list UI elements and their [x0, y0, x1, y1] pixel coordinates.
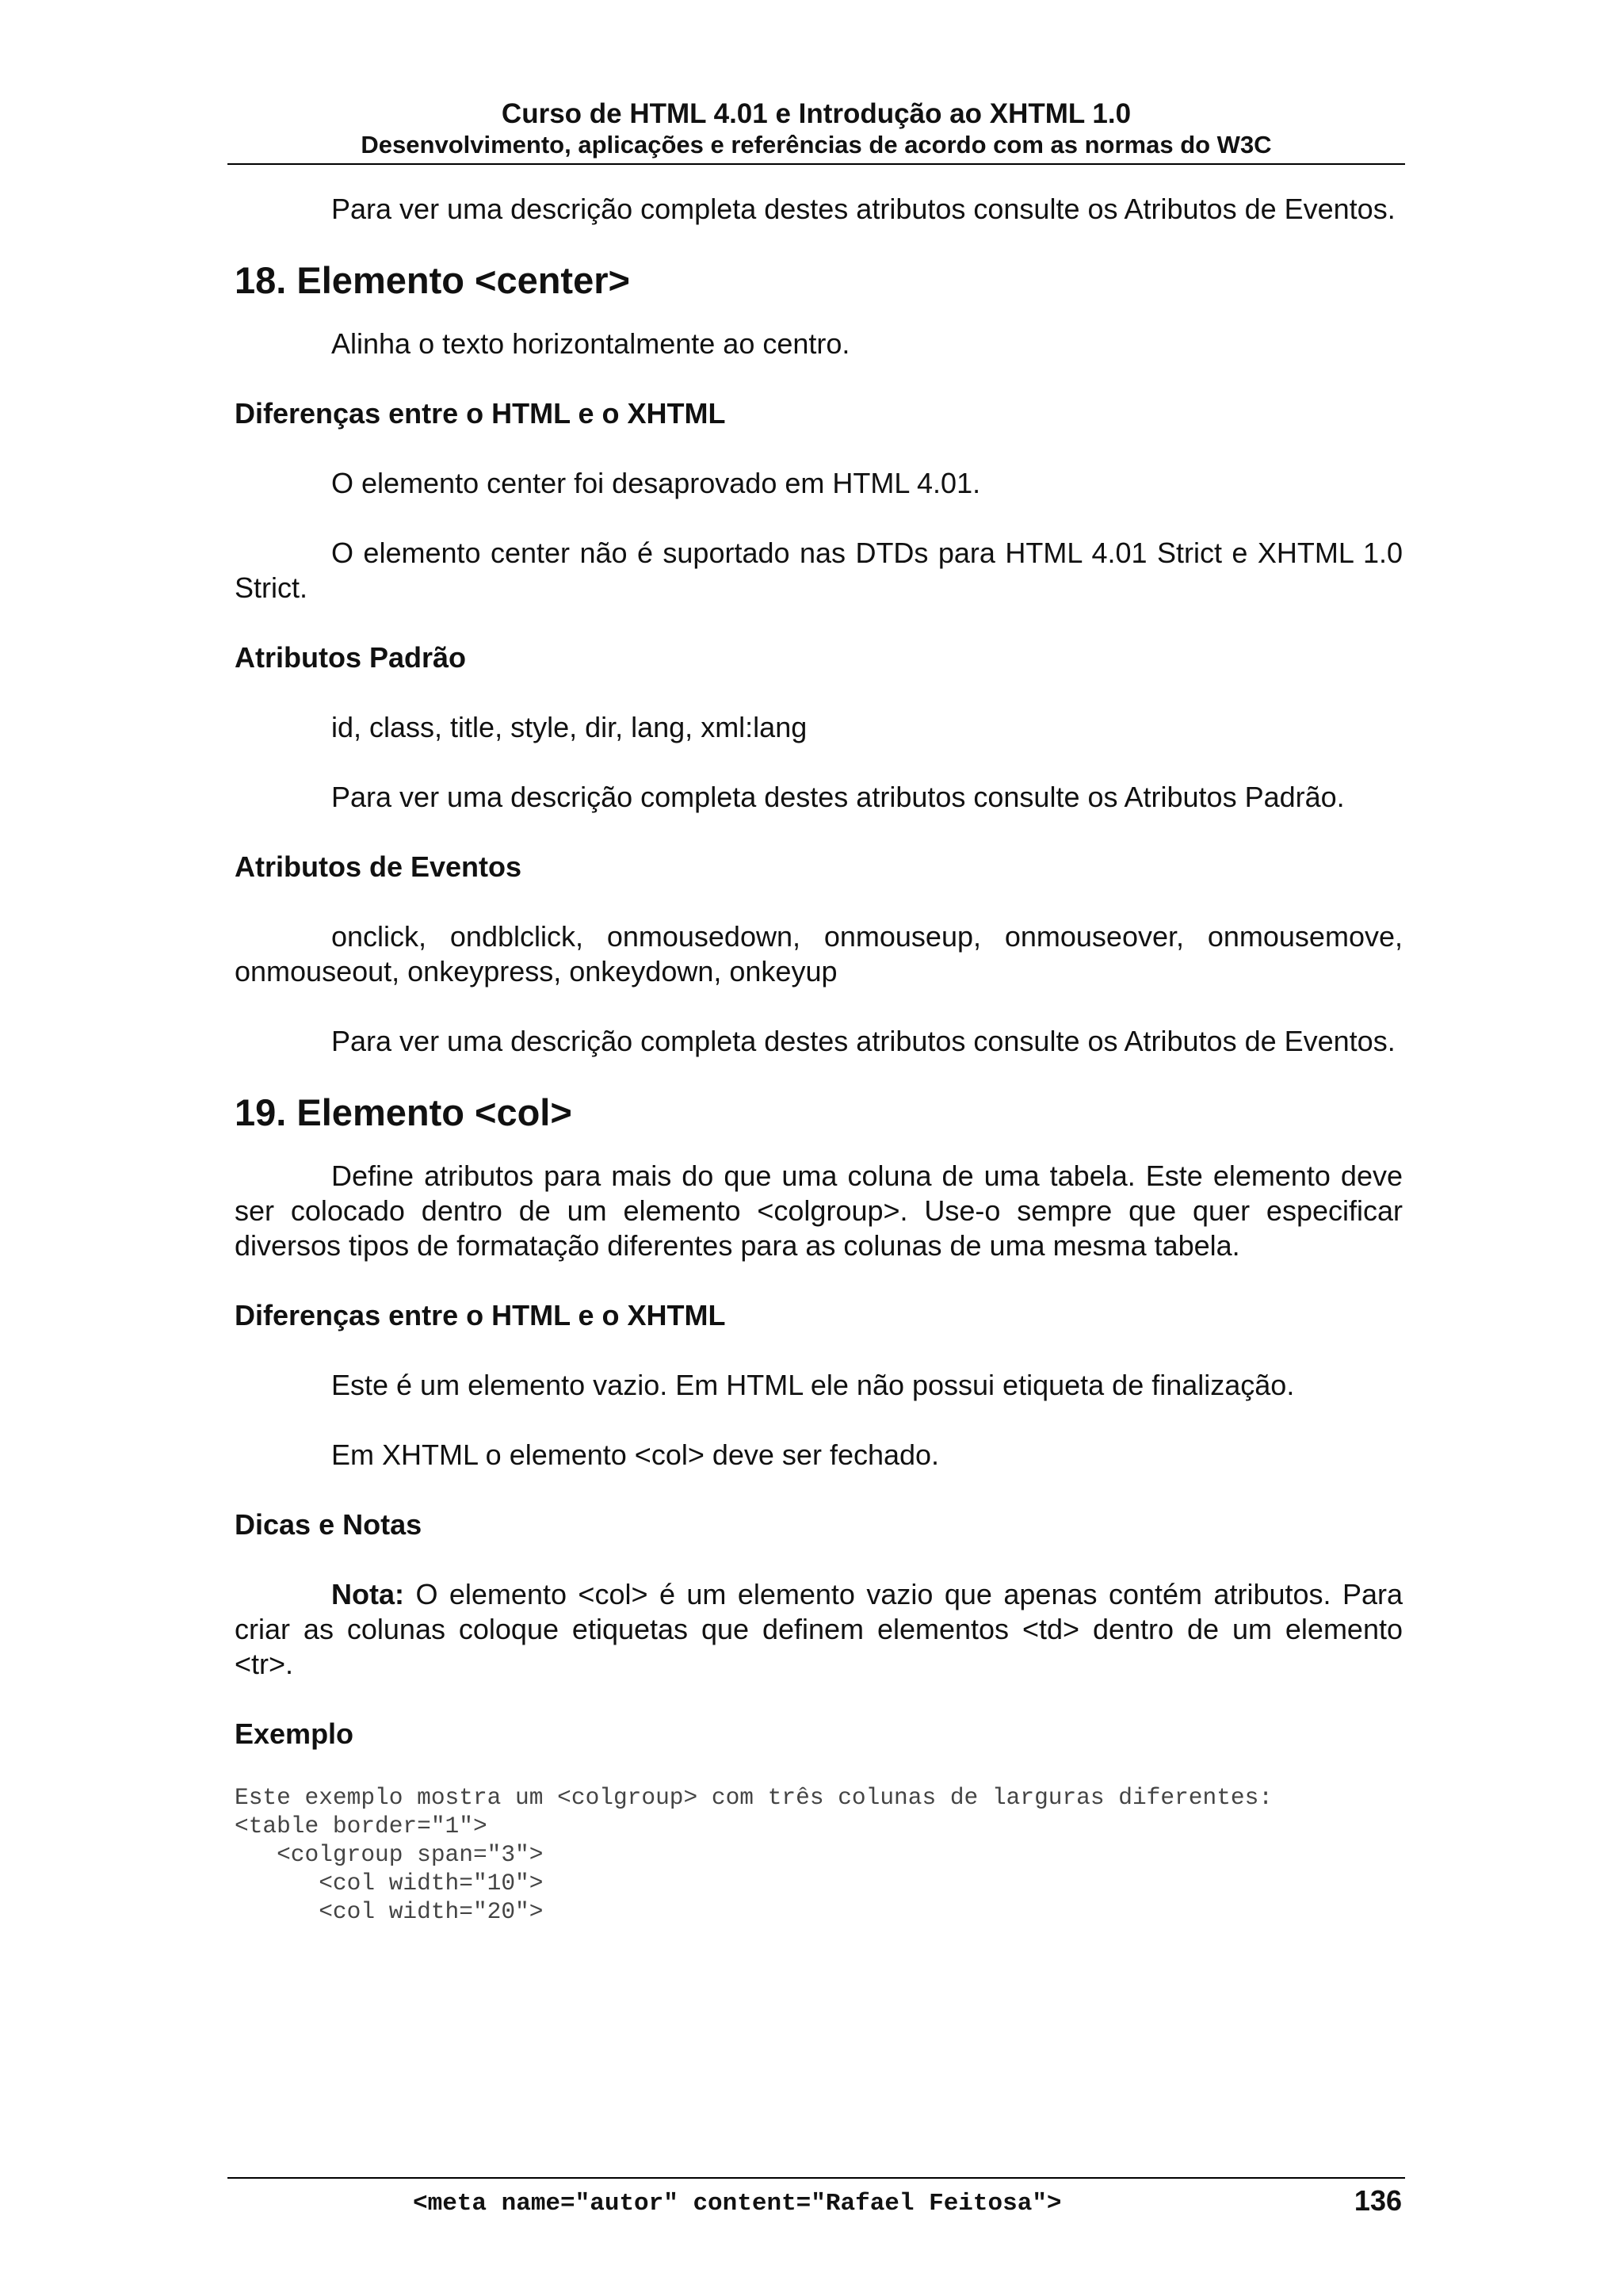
- section-18-evt-heading: Atributos de Eventos: [235, 850, 522, 883]
- section-18-std-heading: Atributos Padrão: [235, 641, 467, 674]
- section-19-diff-p1: Este é um elemento vazio. Em HTML ele não possui etiqueta de finalização.: [331, 1369, 1295, 1401]
- section-19-diff-heading: Diferenças entre o HTML e o XHTML: [235, 1299, 726, 1331]
- section-18-diff-p1: O elemento center foi desaprovado em HTML 4.01.: [331, 467, 981, 499]
- section-19-example-heading: Exemplo: [235, 1717, 354, 1750]
- code-example: Este exemplo mostra um <colgroup> com três colunas de larguras diferentes: <table border="1"> <colgroup span="3"> <col width="10"> <col width="20">: [235, 1784, 1274, 1925]
- header-subtitle: Desenvolvimento, aplicações e referências de acordo com as normas do W3C: [361, 131, 1272, 159]
- section-18-evt-ref: Para ver uma descrição completa destes atributos consulte os Atributos de Eventos.: [331, 1025, 1396, 1057]
- page-header: [227, 98, 1405, 165]
- note-label: Nota:: [331, 1578, 404, 1610]
- section-19-title: 19. Elemento <col>: [235, 1091, 572, 1133]
- footer-meta: <meta name="autor" content="Rafael Feitosa">: [413, 2190, 1062, 2218]
- section-19-tips-heading: Dicas e Notas: [235, 1508, 422, 1541]
- section-18-diff-p2: O elemento center não é suportado nas DTDs para HTML 4.01 Strict e XHTML 1.0 Strict.: [235, 537, 1403, 604]
- section-18-std-list: id, class, title, style, dir, lang, xml:lang: [331, 711, 808, 743]
- section-19-diff-p2: Em XHTML o elemento <col> deve ser fechado.: [331, 1438, 940, 1471]
- page-footer: [227, 2177, 1405, 2218]
- page-number: 136: [1354, 2184, 1402, 2217]
- note-text: O elemento <col> é um elemento vazio que apenas contém atributos. Para criar as colunas coloque etiquetas que definem elementos <td> dentro de um elemento <tr>.: [235, 1578, 1403, 1680]
- page-content: [235, 192, 1403, 1926]
- section-18-diff-heading: Diferenças entre o HTML e o XHTML: [235, 397, 726, 430]
- section-18-evt-list: onclick, ondblclick, onmousedown, onmouseup, onmouseover, onmousemove, onmouseout, onkeypress, onkeydown, onkeyup: [235, 920, 1403, 988]
- section-18-title: 18. Elemento <center>: [235, 259, 630, 301]
- section-18-description: Alinha o texto horizontalmente ao centro.: [331, 327, 850, 360]
- section-19-description: Define atributos para mais do que uma coluna de uma tabela. Este elemento deve ser colocado dentro de um elemento <colgroup>. Use-o sempre que quer especificar diversos tipos de formatação diferentes para as colunas de uma mesma tabela.: [235, 1159, 1403, 1262]
- section-19-note: [235, 1577, 1403, 1682]
- section-18-std-ref: Para ver uma descrição completa destes atributos consulte os Atributos Padrão.: [331, 781, 1345, 813]
- paragraph-intro: Para ver uma descrição completa destes atributos consulte os Atributos de Eventos.: [331, 193, 1396, 225]
- header-title: Curso de HTML 4.01 e Introdução ao XHTML 1.0: [501, 98, 1132, 129]
